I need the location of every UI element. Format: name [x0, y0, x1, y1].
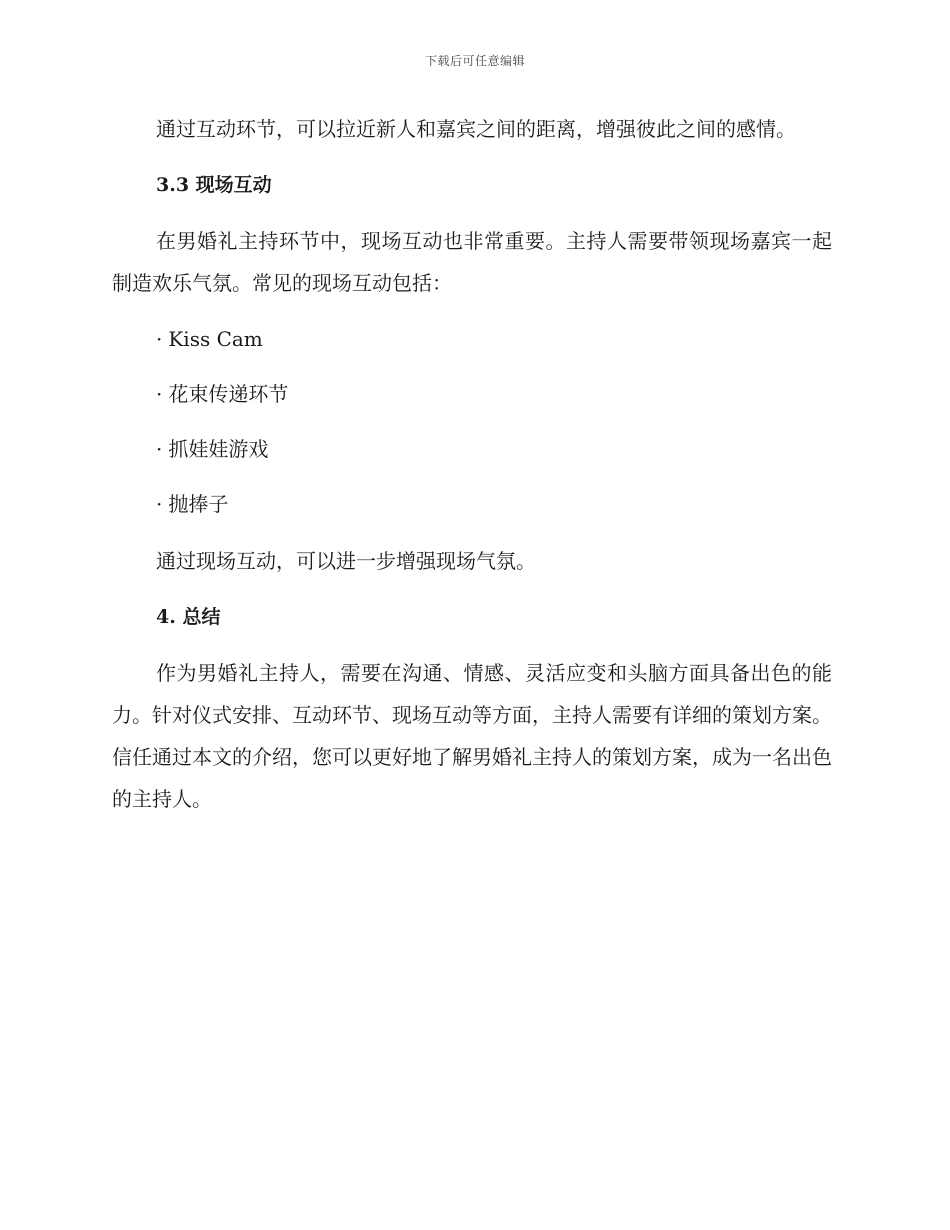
document-body: [112, 108, 832, 836]
interaction-list: [112, 320, 832, 523]
intro-paragraph: 通过互动环节，可以拉近新人和嘉宾之间的距离，增强彼此之间的感情。: [156, 117, 796, 141]
section-4-paragraph: 作为男婚礼主持人，需要在沟通、情感、灵活应变和头脑方面具备出色的能力。针对仪式安排、互动环节、现场互动等方面，主持人需要有详细的策划方案。信任通过本文的介绍，您可以更好地了解男婚礼主持人的策划方案，成为一名出色的主持人。: [112, 661, 832, 811]
section-3-3-paragraph: 在男婚礼主持环节中，现场互动也非常重要。主持人需要带领现场嘉宾一起制造欢乐气氛。常见的现场互动包括：: [112, 229, 832, 295]
section-3-3-closing: 通过现场互动，可以进一步增强现场气氛。: [156, 549, 536, 573]
list-item: [156, 320, 832, 358]
bullet-marker: ·: [156, 382, 163, 406]
page-header: 下载后可任意编辑: [424, 54, 525, 68]
list-item: [156, 485, 832, 523]
section-4-heading: 4. 总结: [156, 606, 221, 628]
list-item-text: 抛捧子: [168, 492, 229, 516]
bullet-marker: ·: [156, 327, 163, 351]
list-item-text: 花束传递环节: [168, 382, 289, 406]
bullet-marker: ·: [156, 437, 163, 461]
list-item-text: 抓娃娃游戏: [168, 437, 269, 461]
bullet-marker: ·: [156, 492, 163, 516]
section-3-3-heading: 3.3 现场互动: [156, 174, 272, 196]
list-item: [156, 375, 832, 413]
list-item: [156, 430, 832, 468]
list-item-text: Kiss Cam: [168, 327, 263, 351]
